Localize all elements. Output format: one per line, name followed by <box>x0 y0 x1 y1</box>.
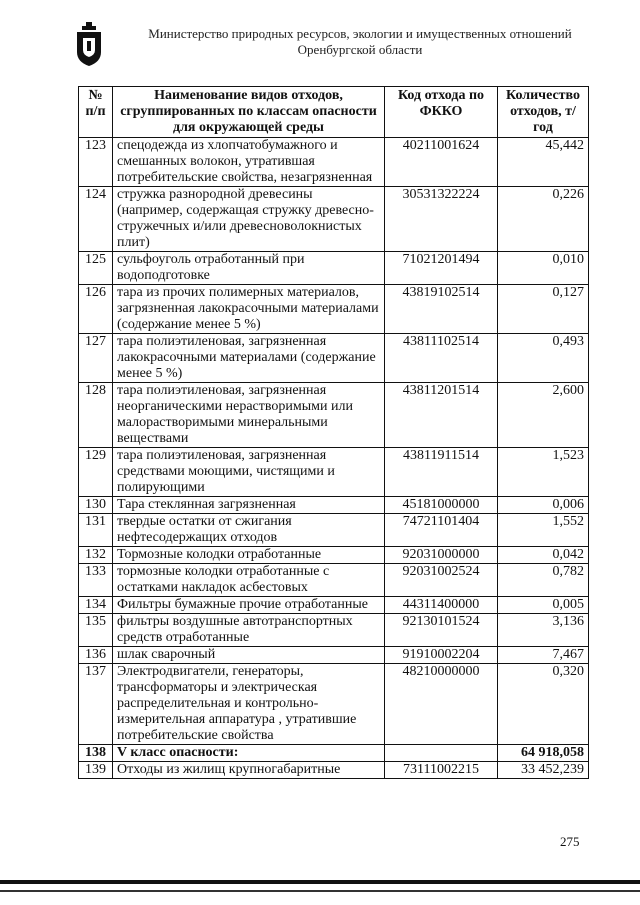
waste-name-cell: тара полиэтиленовая, загрязненная средствами моющими, чистящими и полирующими <box>113 448 385 497</box>
table-row <box>79 614 589 647</box>
table-row <box>79 497 589 514</box>
row-number-cell: 138 <box>79 745 113 762</box>
table-row <box>79 334 589 383</box>
fkko-code-cell: 74721101404 <box>385 514 498 547</box>
table-row <box>79 762 589 779</box>
quantity-cell: 1,523 <box>498 448 589 497</box>
waste-name-cell: тара полиэтиленовая, загрязненная неорганическими нерастворимыми или малорастворимыми минеральными веществами <box>113 383 385 448</box>
fkko-code-cell: 73111002215 <box>385 762 498 779</box>
document-header <box>120 26 600 58</box>
waste-name-cell: спецодежда из хлопчатобумажного и смешанных волокон, утратившая потребительские свойства, незагрязненная <box>113 138 385 187</box>
table-row <box>79 664 589 745</box>
row-number-cell: 132 <box>79 547 113 564</box>
table-header-row <box>79 87 589 138</box>
table-row <box>79 138 589 187</box>
waste-name-cell: твердые остатки от сжигания нефтесодержащих отходов <box>113 514 385 547</box>
quantity-cell: 0,493 <box>498 334 589 383</box>
waste-name-cell: Электродвигатели, генераторы, трансформаторы и электрическая распределительная и контрольно-измерительная аппаратура , утратившие потребительские свойства <box>113 664 385 745</box>
table-row <box>79 547 589 564</box>
quantity-cell: 33 452,239 <box>498 762 589 779</box>
waste-name-cell: сульфоуголь отработанный при водоподготовке <box>113 252 385 285</box>
row-number-cell: 128 <box>79 383 113 448</box>
fkko-code-cell: 92031002524 <box>385 564 498 597</box>
waste-table <box>78 86 589 779</box>
row-number-cell: 136 <box>79 647 113 664</box>
table-row <box>79 564 589 597</box>
waste-name-cell: фильтры воздушные автотранспортных средств отработанные <box>113 614 385 647</box>
row-number-cell: 126 <box>79 285 113 334</box>
fkko-code-cell <box>385 745 498 762</box>
table-row <box>79 597 589 614</box>
row-number-cell: 129 <box>79 448 113 497</box>
table-row <box>79 448 589 497</box>
page-number: 275 <box>560 834 580 849</box>
row-number-cell: 127 <box>79 334 113 383</box>
quantity-cell: 0,782 <box>498 564 589 597</box>
quantity-cell: 2,600 <box>498 383 589 448</box>
row-number-cell: 123 <box>79 138 113 187</box>
table-row <box>79 745 589 762</box>
ministry-name: Министерство природных ресурсов, экологии и имущественных отношений <box>148 26 572 41</box>
col-header-name: Наименование видов отходов, сгруппированных по классам опасности для окружающей среды <box>113 87 385 138</box>
table-row <box>79 285 589 334</box>
row-number-cell: 125 <box>79 252 113 285</box>
fkko-code-cell: 43819102514 <box>385 285 498 334</box>
waste-name-cell: стружка разнородной древесины (например, содержащая стружку древесно-стружечных и/или древесноволокнистых плит) <box>113 187 385 252</box>
quantity-cell: 0,006 <box>498 497 589 514</box>
waste-name-cell: Фильтры бумажные прочие отработанные <box>113 597 385 614</box>
fkko-code-cell: 92130101524 <box>385 614 498 647</box>
waste-name-cell: Тара стеклянная загрязненная <box>113 497 385 514</box>
table-row <box>79 647 589 664</box>
quantity-cell: 0,127 <box>498 285 589 334</box>
quantity-cell: 3,136 <box>498 614 589 647</box>
quantity-cell: 45,442 <box>498 138 589 187</box>
quantity-cell: 0,320 <box>498 664 589 745</box>
fkko-code-cell: 40211001624 <box>385 138 498 187</box>
fkko-code-cell: 44311400000 <box>385 597 498 614</box>
coat-of-arms-icon <box>74 22 104 66</box>
fkko-code-cell: 30531322224 <box>385 187 498 252</box>
row-number-cell: 133 <box>79 564 113 597</box>
quantity-cell: 0,005 <box>498 597 589 614</box>
scan-border-bar-thin <box>0 890 640 892</box>
fkko-code-cell: 45181000000 <box>385 497 498 514</box>
waste-name-cell: тара полиэтиленовая, загрязненная лакокрасочными материалами (содержание менее 5 %) <box>113 334 385 383</box>
table-row <box>79 252 589 285</box>
quantity-cell: 0,042 <box>498 547 589 564</box>
waste-name-cell: тара из прочих полимерных материалов, загрязненная лакокрасочными материалами (содержание менее 5 %) <box>113 285 385 334</box>
col-header-qty: Количество отходов, т/год <box>498 87 589 138</box>
waste-name-cell: V класс опасности: <box>113 745 385 762</box>
fkko-code-cell: 48210000000 <box>385 664 498 745</box>
row-number-cell: 139 <box>79 762 113 779</box>
row-number-cell: 137 <box>79 664 113 745</box>
waste-name-cell: шлак сварочный <box>113 647 385 664</box>
quantity-cell: 1,552 <box>498 514 589 547</box>
quantity-cell: 0,010 <box>498 252 589 285</box>
waste-name-cell: тормозные колодки отработанные с остатками накладок асбестовых <box>113 564 385 597</box>
col-header-code: Код отхода по ФККО <box>385 87 498 138</box>
fkko-code-cell: 43811201514 <box>385 383 498 448</box>
col-header-num: № п/п <box>79 87 113 138</box>
quantity-cell: 0,226 <box>498 187 589 252</box>
region-name: Оренбургской области <box>297 42 423 57</box>
scan-border-bar <box>0 880 640 884</box>
waste-name-cell: Отходы из жилищ крупногабаритные <box>113 762 385 779</box>
table-row <box>79 187 589 252</box>
fkko-code-cell: 71021201494 <box>385 252 498 285</box>
table-row <box>79 514 589 547</box>
row-number-cell: 134 <box>79 597 113 614</box>
table-row <box>79 383 589 448</box>
row-number-cell: 130 <box>79 497 113 514</box>
quantity-cell: 7,467 <box>498 647 589 664</box>
table-body <box>79 138 589 779</box>
fkko-code-cell: 92031000000 <box>385 547 498 564</box>
fkko-code-cell: 43811911514 <box>385 448 498 497</box>
fkko-code-cell: 91910002204 <box>385 647 498 664</box>
fkko-code-cell: 43811102514 <box>385 334 498 383</box>
row-number-cell: 131 <box>79 514 113 547</box>
row-number-cell: 135 <box>79 614 113 647</box>
row-number-cell: 124 <box>79 187 113 252</box>
waste-name-cell: Тормозные колодки отработанные <box>113 547 385 564</box>
quantity-cell: 64 918,058 <box>498 745 589 762</box>
